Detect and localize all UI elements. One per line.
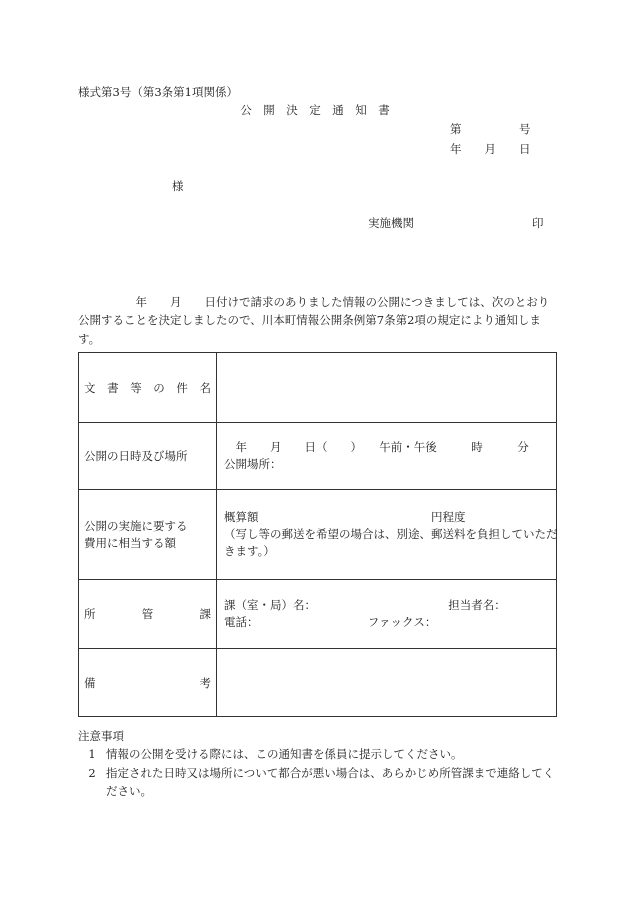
place-line: 公開場所：: [224, 457, 282, 471]
table-row-datetime: [79, 423, 557, 490]
table-row-department: [79, 580, 557, 649]
document-date: 年 月 日: [450, 142, 531, 156]
value-department: [217, 580, 557, 649]
value-datetime: [217, 423, 557, 490]
notice-body: 年 月 日付けで請求のありました情報の公開につきましては、次のとおり公開することを決定しましたので、川本町情報公開条例第7条第2項の規定により通知します。: [78, 295, 550, 346]
label-department: 所 管 課: [84, 607, 211, 621]
seal-mark: 印: [532, 216, 544, 230]
addressee-suffix: 様: [172, 179, 184, 193]
notes-section: [78, 727, 558, 801]
document-title: 公 開 決 定 通 知 書: [240, 103, 390, 117]
value-cost: [217, 490, 557, 580]
issuer-label: 実施機関: [368, 216, 414, 230]
label-remarks: 備 考: [84, 675, 211, 690]
cost-note-line: （写し等の郵送を希望の場合は、別途、郵送料を負担していただ: [224, 527, 558, 542]
note-item: 2 指定された日時又は場所について都合が悪い場合は、あらかじめ所管課まで連絡してください。: [88, 765, 555, 799]
value-subject: [217, 353, 557, 423]
form-number: 様式第3号（第3条第1項関係）: [78, 85, 238, 99]
table-row-subject: [79, 353, 557, 423]
table-row-cost: [79, 490, 557, 580]
cost-note-line-2: きます。）: [224, 543, 275, 558]
contact-line: 電話： ファックス：: [224, 615, 437, 629]
value-remarks: [217, 649, 557, 717]
notice-table: [78, 352, 557, 717]
label-subject: 文 書 等 の 件 名: [84, 380, 211, 395]
department-line: 課（室・局）名： 担当者名：: [224, 598, 506, 613]
label-cost: 公開の実施に要する 費用に相当する額: [79, 490, 217, 580]
table-row-remarks: [79, 649, 557, 717]
note-item: 1 情報の公開を受ける際には、この通知書を係員に提示してください。: [88, 747, 463, 762]
cost-estimate-line: 概算額 円程度: [224, 510, 466, 525]
label-datetime: 公開の日時及び場所: [79, 423, 217, 490]
datetime-line: 年 月 日（ ） 午前・午後 時 分: [224, 440, 529, 455]
notes-heading: 注意事項: [78, 729, 124, 743]
document-number: 第 号: [450, 122, 531, 136]
